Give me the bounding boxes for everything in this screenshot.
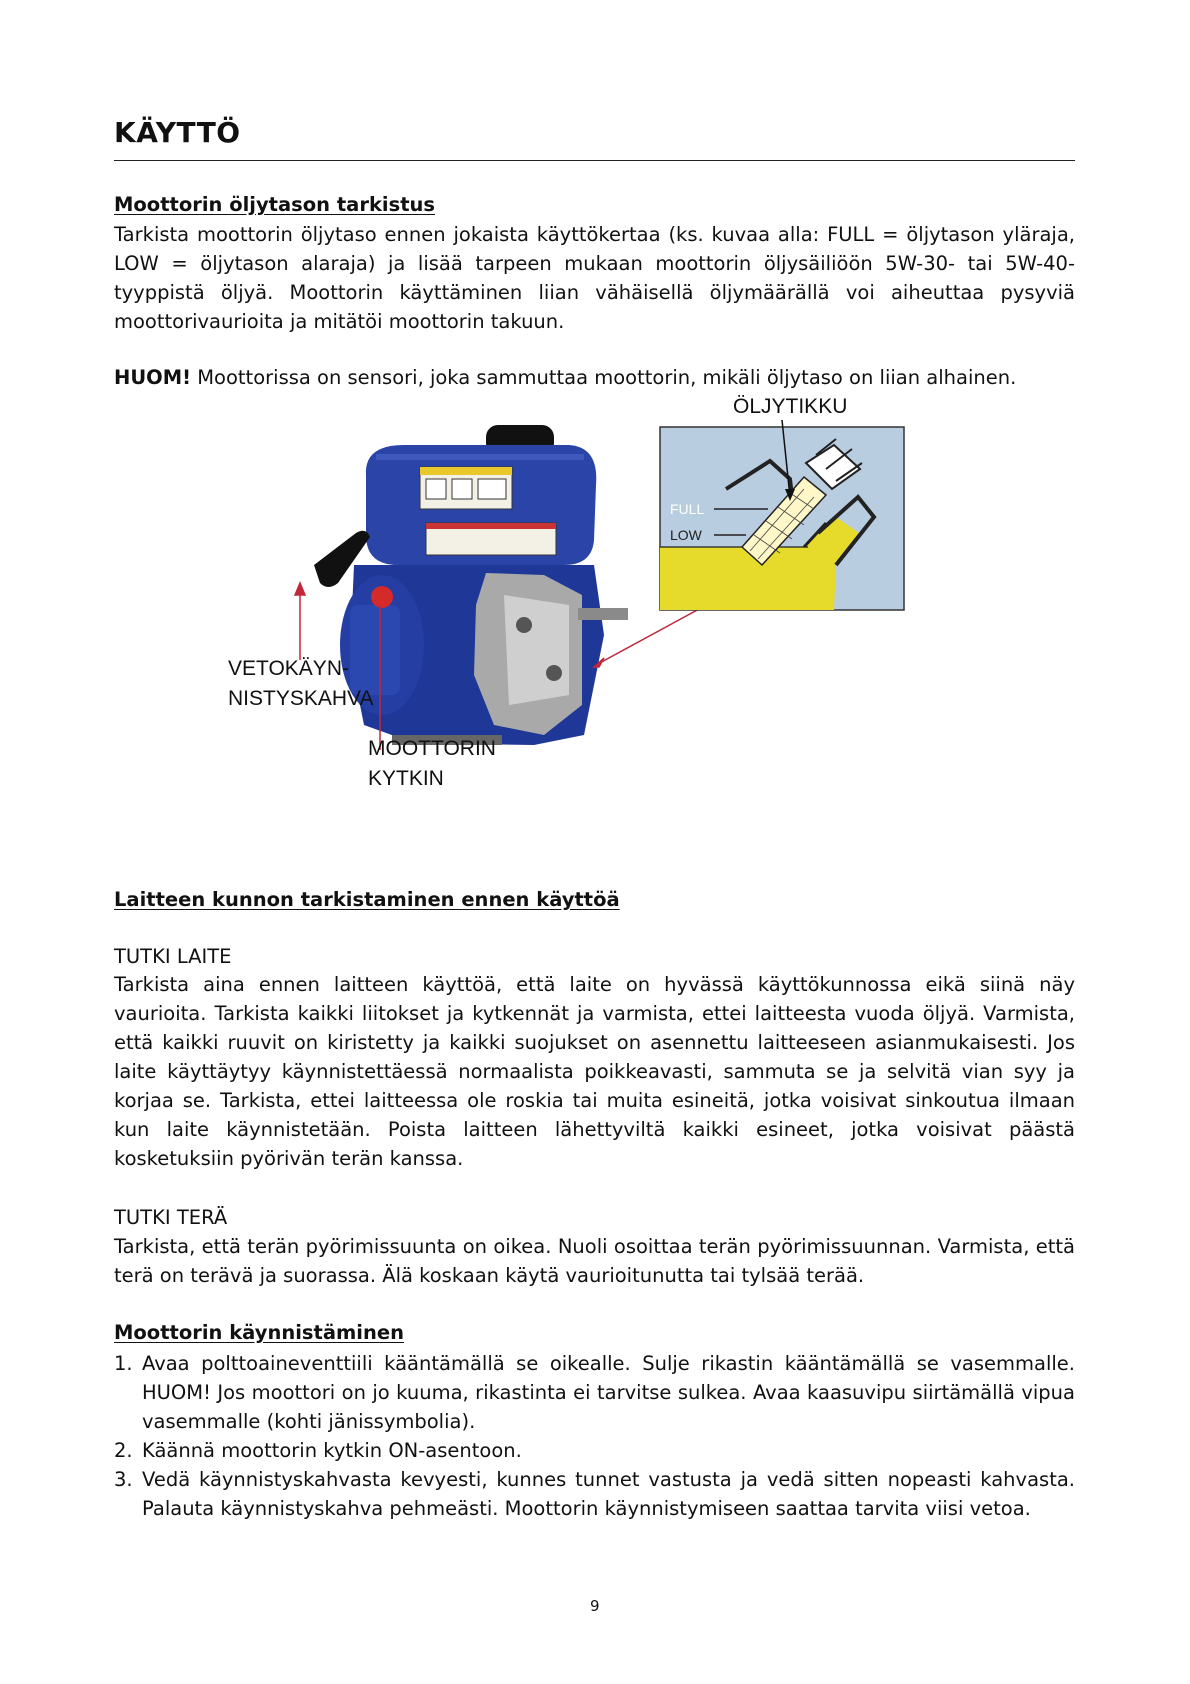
- low-label: LOW: [670, 527, 702, 543]
- list-item: 2. Käännä moottorin kytkin ON-asentoon.: [114, 1439, 522, 1462]
- start-steps-list: [114, 1349, 1075, 1523]
- page-number: 9: [590, 1597, 600, 1615]
- starter-label-line2: NISTYSKAHVA: [228, 687, 374, 710]
- switch-label-line2: KYTKIN: [368, 767, 444, 790]
- subheading-inspect-device: TUTKI LAITE: [114, 945, 232, 968]
- inspect-device-paragraph: Tarkista aina ennen laitteen käyttöä, että laite on hyvässä käyttökunnossa eikä siinä näy vaurioita. Tarkista kaikki liitokset ja kytkennät ja varmista, ettei laitteesta vuoda öljyä. Varmista, että kaikki ruuvit on kiristetty ja kaikki suojukset on asennettu laitteeseen asianmukaisesti. Jos laite käyttäytyy käynnistettäessä normaalista poikkeavasti, sammuta se ja selvitä vian syy ja korjaa se. Tarkista, ettei laitteessa ole roskia tai muita esineitä, jotka voisivat sinkoutua ilmaan kun laite käynnistetään. Poista laitteen lähettyviltä kaikki esineet, jotka voisivat päästä kosketuksiin pyörivän terän kanssa.: [114, 973, 1075, 1170]
- engine-illustration: [114, 405, 1075, 855]
- dipstick-label: ÖLJYTIKKU: [733, 395, 848, 418]
- list-item: 3. Vedä käynnistyskahvasta kevyesti, kunnes tunnet vastusta ja vedä sitten nopeasti kahvasta. Palauta käynnistyskahva pehmeästi. Moottorin käynnistymiseen saattaa tarvita viisi vetoa.: [114, 1468, 1075, 1520]
- list-item: 1. Avaa polttoaineventtiili kääntämällä se oikealle. Sulje rikastin kääntämällä se vasemmalle. HUOM! Jos moottori on jo kuuma, rikastinta ei tarvitse sulkea. Avaa kaasuvipu siirtämällä vipua vasemmalle (kohti jänissymbolia).: [114, 1352, 1075, 1433]
- inspect-blade-paragraph: Tarkista, että terän pyörimissuunta on oikea. Nuoli osoittaa terän pyörimissuunnan. Varmista, että terä on terävä ja suorassa. Älä koskaan käytä vaurioitunutta tai tylsää terää.: [114, 1235, 1075, 1287]
- page-title: KÄYTTÖ: [114, 116, 241, 149]
- starter-label-line1: VETOKÄYN-: [228, 657, 349, 680]
- section-heading-engine-start: Moottorin käynnistäminen: [114, 1321, 404, 1344]
- oil-check-paragraph: Tarkista moottorin öljytaso ennen jokaista käyttökertaa (ks. kuvaa alla: FULL = öljytason yläraja, LOW = öljytason alaraja) ja lisää tarpeen mukaan moottorin öljysäiliöön 5W-30- tai 5W-40-tyyppistä öljyä. Moottorin käyttäminen liian vähäisellä öljymäärällä voi aiheuttaa pysyviä moottorivaurioita ja mitätöi moottorin takuun.: [114, 223, 1075, 333]
- note-text: Moottorissa on sensori, joka sammuttaa moottorin, mikäli öljytaso on liian alhainen.: [191, 366, 1017, 389]
- section-heading-oil-check: Moottorin öljytason tarkistus: [114, 193, 436, 216]
- subheading-inspect-blade: TUTKI TERÄ: [114, 1206, 228, 1229]
- title-rule: [114, 160, 1075, 161]
- switch-label-line1: MOOTTORIN: [368, 737, 496, 760]
- full-label: FULL: [670, 501, 705, 517]
- engine-figure: [114, 395, 1075, 855]
- dipstick-diagram: [660, 420, 904, 610]
- warning-note: [114, 366, 1075, 389]
- section-heading-condition-check: Laitteen kunnon tarkistaminen ennen käyttöä: [114, 888, 620, 911]
- note-label: HUOM!: [114, 366, 192, 389]
